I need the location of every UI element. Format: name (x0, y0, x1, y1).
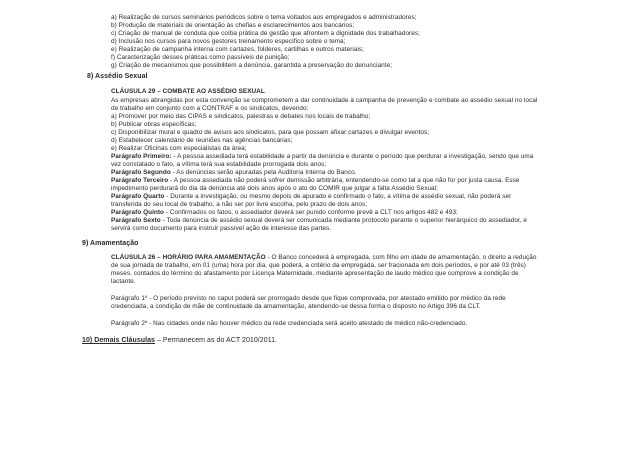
paragraph-quarto-text: - Durante a investigação, ou mesmo depois de apurado e confirmado o fato, a vítima de assédio sexual, não poderá ser (164, 193, 512, 200)
paragraph-terceiro-text: - A pessoa assediada não poderá sofrer demissão arbitrária, entendendo-se como tal a que não for por justa causa. Esse (168, 177, 520, 184)
paragraph-primeiro-line-2: vez constatado o fato, a vítima terá sua estabilidade prorrogada dois anos; (111, 161, 327, 168)
clause-29-title: CLÁUSULA 29 – COMBATE AO ASSÉDIO SEXUAL (111, 88, 265, 95)
section-8-heading: 8) Assédio Sexual (87, 73, 148, 80)
list-item-c: c) Criação de manual de conduta que coíba prática de gestão que afrontem a dignidade dos trabalhadores; (111, 30, 420, 37)
clause-26-text: - O Banco concederá à empregada, com filho em idade de amamentação, o direito a redução (265, 254, 537, 261)
clause-26-line-3: meses, contados do término do afastamento por Licença Maternidade, mediante apresentação de laudo médico que comprove a condição de (111, 270, 519, 277)
paragraph-quinto-text: - Confirmados os fatos, o assediador deverá ser punido conforme prevê a CLT nos artigos 482 e 493; (164, 209, 458, 216)
clause-29-item-a: a) Promover por meio das CIPAS e sindicatos, palestras e debates nos locais de trabalho; (111, 113, 371, 120)
paragraph-terceiro-line-2: impedimento perdurará do dia da denúncia até dois anos após o ato do COMIR que julgar a falta Assédio Sexual; (111, 185, 438, 192)
paragraph-segundo-label: Parágrafo Segundo (111, 169, 171, 176)
paragraph-quinto-label: Parágrafo Quinto (111, 209, 164, 216)
list-item-f: f) Caracterização desses práticas como passíveis de punição; (111, 54, 290, 61)
list-item-e: e) Realização de campanha interna com cartazes, folderes, cartilhas e outros materiais; (111, 46, 364, 53)
list-item-g: g) Criação de mecanismos que possibilitem a denúncia, garantida a preservação do denunciante; (111, 62, 393, 69)
paragraph-sexto-line-2: servirá como documento para instruir passível ação de interesse das partes. (111, 225, 332, 232)
clause-29-intro-line-1: As empresas abrangidas por esta convenção se comprometem a dar continuidade à campanha de prevenção e combate ao assédio sexual no local (111, 97, 538, 104)
clause-26-line-4: lactante. (111, 278, 136, 285)
paragraph-2: Parágrafo 2º - Nas cidades onde não houver médico da rede credenciada será aceito atestado de médico não-credenciado. (111, 320, 468, 327)
clause-26-line-2: de sua jornada de trabalho, em 01 (uma) hora por dia, que poderá, a critério da empregada, ser fracionada em dois períodos, e por até 03 (três) (111, 262, 526, 269)
paragraph-quarto-label: Parágrafo Quarto (111, 193, 165, 200)
paragraph-1-line-2: credenciada, a condição de mãe de continuidade da amamentação, atendendo-se dessa forma o disposto no Artigo 396 da CLT. (111, 303, 481, 310)
list-item-a: a) Realização de cursos seminários periódicos sobre o tema voltados aos empregados e administradores; (111, 14, 417, 21)
clause-29-intro-line-2: de trabalho em conjunto com a CONTRAF e os sindicatos, devendo: (111, 105, 309, 112)
list-item-d: d) Inclusão nos cursos para novos gestores treinamento específico sobre o tema; (111, 38, 346, 45)
paragraph-primeiro-label: Parágrafo Primeiro: (111, 153, 172, 160)
paragraph-terceiro-label: Parágrafo Terceiro (111, 177, 169, 184)
paragraph-sexto-line-1 (111, 217, 527, 225)
paragraph-segundo (111, 169, 357, 177)
paragraph-primeiro-line-1 (111, 153, 533, 161)
section-10-line (82, 337, 277, 345)
paragraph-quinto (111, 209, 458, 217)
section-9-heading: 9) Amamentação (82, 240, 139, 247)
paragraph-quarto-line-2: transferida do seu local de trabalho, a não ser por livre escolha, pelo prazo de dois anos; (111, 201, 368, 208)
paragraph-terceiro-line-1 (111, 177, 520, 185)
list-item-b: b) Produção de materiais de orientação às chefias e esclarecimentos aos bancários; (111, 22, 355, 29)
clause-29-item-b: b) Publicar obras específicas; (111, 121, 197, 128)
clause-29-item-c: c) Disponibilizar mural e quadro de avisos aos sindicatos, para que possam afixar cartazes e divulgar eventos; (111, 129, 430, 136)
section-10-heading: 10) Demais Cláusulas (82, 337, 155, 344)
paragraph-1-line-1: Parágrafo 1º - O período previsto no caput poderá ser prorrogado desde que fique comprovada, por atestado emitido por médico da rede (111, 295, 506, 302)
clause-29-item-e: e) Realizar Oficinas com especialistas da área; (111, 145, 247, 152)
paragraph-primeiro-text: - A pessoa assediada terá estabilidade a partir da denúncia e durante o período que perdurar a investigação, sendo que uma (171, 153, 534, 160)
paragraph-segundo-text: - As denúncias serão apuradas pela Auditoria Interna do Banco. (170, 169, 357, 176)
clause-26-title: CLÁUSULA 26 – HORÁRIO PARA AMAMENTAÇÃO (111, 254, 266, 261)
section-10-text: – Permanecem as do ACT 2010/2011. (154, 337, 278, 344)
paragraph-sexto-text: - Toda denúncia de assédio sexual deverá ser comunicada mediante protocolo perante o superior hierárquico do assediador, e (160, 217, 528, 224)
clause-26-line-1 (111, 254, 537, 262)
paragraph-quarto-line-1 (111, 193, 511, 201)
paragraph-sexto-label: Parágrafo Sexto (111, 217, 161, 224)
clause-29-item-d: d) Estabelecer calendário de reuniões nas agências bancárias; (111, 137, 293, 144)
